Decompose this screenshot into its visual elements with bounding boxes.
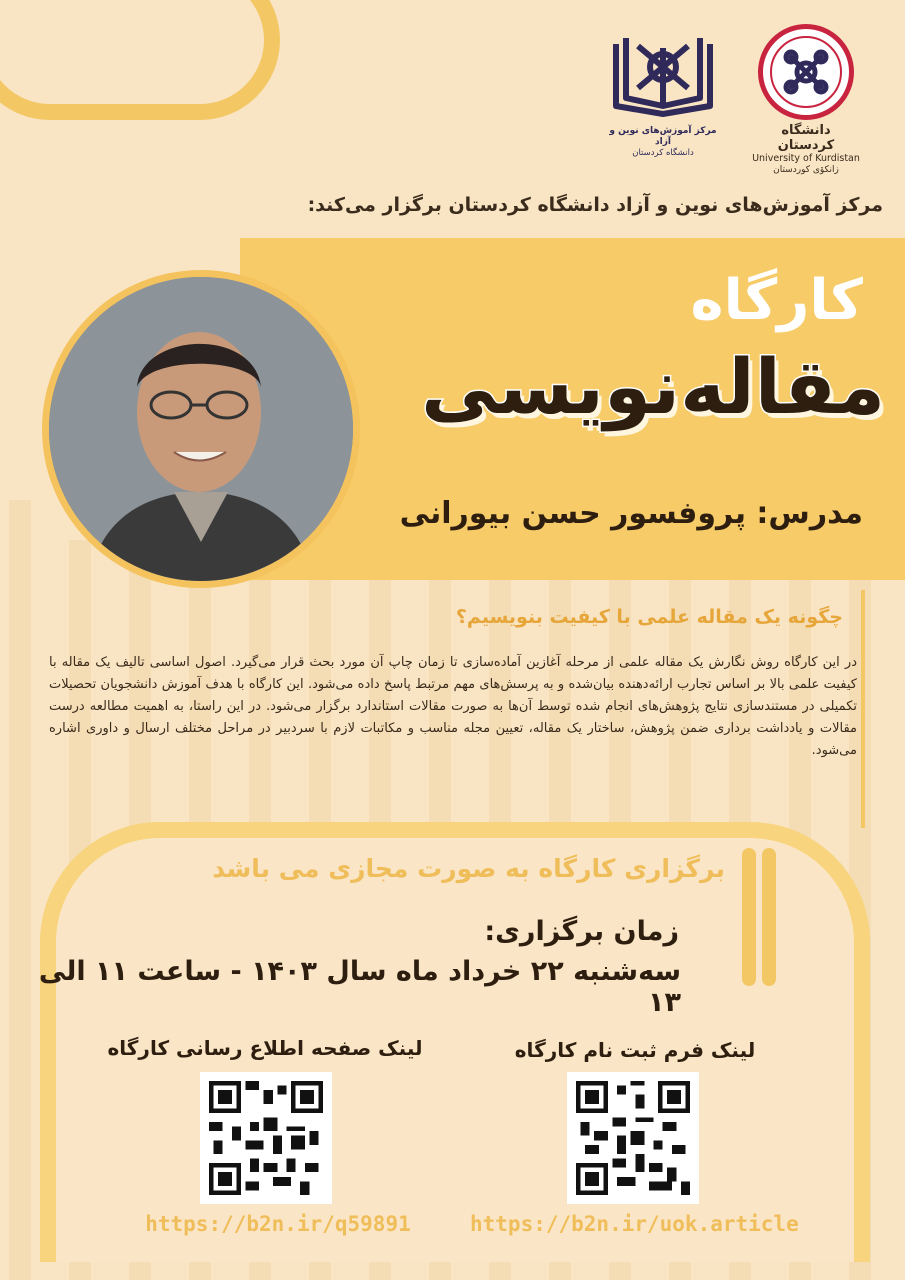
instructor-photo	[42, 270, 360, 588]
university-seal-icon	[758, 24, 854, 120]
university-logo	[752, 24, 860, 175]
center-name-line2: دانشگاه کردستان	[632, 147, 694, 158]
book-emblem-icon	[608, 28, 718, 120]
title-big: مقاله‌نویسی	[421, 342, 885, 431]
university-name-ku: زانکۆی کوردستان	[773, 164, 839, 175]
info-link-label: لینک صفحه اطلاع رسانی کارگاه	[107, 1036, 423, 1060]
event-time-value: سه‌شنبه ۲۲ خرداد ماه سال ۱۴۰۳ - ساعت ۱۱ الی ۱۳	[38, 956, 681, 1018]
info-qr-code[interactable]	[200, 1072, 332, 1204]
organizer-line: مرکز آموزش‌های نوین و آزاد دانشگاه کردستان برگزار می‌کند:	[307, 194, 883, 216]
registration-link[interactable]: https://b2n.ir/uok.article	[470, 1212, 799, 1236]
university-name-en: University of Kurdistan	[752, 152, 860, 164]
event-time-label: زمان برگزاری:	[484, 916, 679, 947]
title-small: کارگاه	[690, 268, 863, 333]
info-link[interactable]: https://b2n.ir/q59891	[145, 1212, 411, 1236]
decorative-ring	[0, 0, 280, 120]
center-logo	[608, 28, 718, 158]
event-mode: برگزاری کارگاه به صورت مجازی می باشد	[212, 854, 725, 883]
description-question: چگونه یک مقاله علمی با کیفیت بنویسیم؟	[455, 606, 843, 628]
registration-qr-code[interactable]	[567, 1072, 699, 1204]
decorative-bar	[742, 848, 756, 986]
instructor-name: مدرس: پروفسور حسن بیورانی	[399, 496, 863, 531]
university-name-fa: دانشگاه کردستان	[777, 123, 835, 153]
center-name-line1: مرکز آموزش‌های نوین و آزاد	[609, 126, 717, 147]
description-body: در این کارگاه روش نگارش یک مقاله علمی از مرحله آغازین آماده‌سازی تا زمان چاپ آن مورد بحث قرار می‌گیرد. اصول اساسی تالیف یک مقاله با کیفیت علمی بالا بر اساس تجارب ارائه‌دهنده بیان‌شده و به پرسش‌های مهم مرتبط پاسخ داده می‌شود. این کارگاه با هدف آموزش دانشجویان تحصیلات تکمیلی در مستندسازی نتایج پژوهش‌های انجام شده توسط آن‌ها به صورت مقالات استاندارد برگزار می‌شود. در این راستا، به اهمیت مطالعه درست مقالات و یادداشت برداری ضمن پژوهش، ساختار یک مقاله، تعیین مجله مناسب و مکاتبات لازم با سردبیر در مراحل مختلف ارسال و داوری اشاره می‌شود.	[49, 655, 857, 758]
registration-link-label: لینک فرم ثبت نام کارگاه	[514, 1038, 756, 1062]
decorative-bar	[762, 848, 776, 986]
